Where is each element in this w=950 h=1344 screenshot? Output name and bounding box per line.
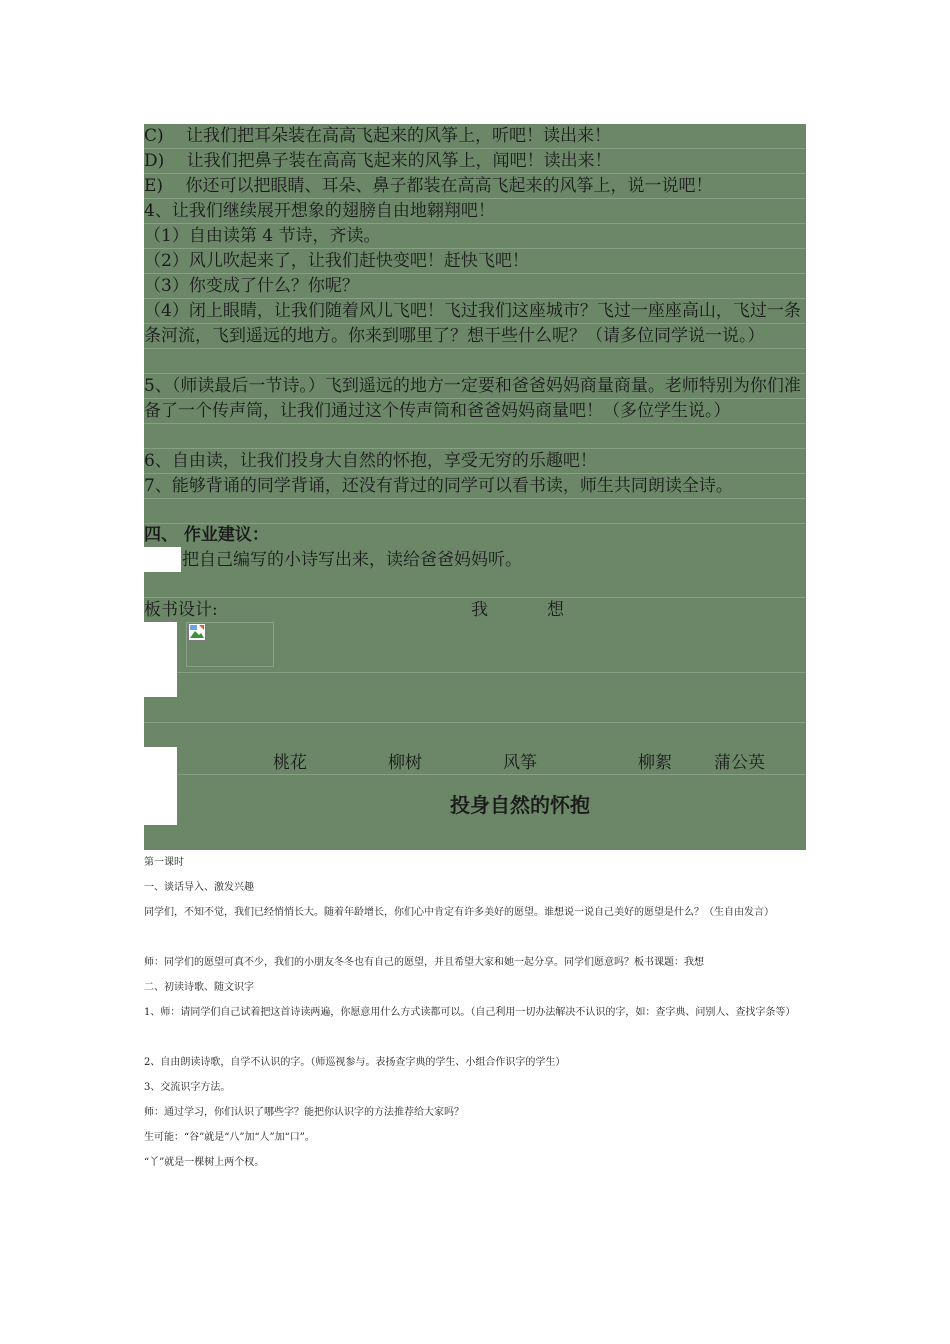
- homework-text: 把自己编写的小诗写出来，读给爸爸妈妈听。: [182, 550, 522, 570]
- broken-image-icon: [188, 623, 206, 641]
- board-label: 板书设计:: [144, 600, 218, 620]
- line-rule: [177, 774, 806, 775]
- board-title-char-1: 我: [471, 600, 488, 620]
- section-7-line: 7、能够背诵的同学背诵，还没有背过的同学可以看书读，师生共同朗读全诗。: [144, 476, 733, 496]
- section-4-item-1: （1）自由读第 4 节诗，齐读。: [144, 226, 381, 246]
- lesson-student-answer-1: 生可能：“谷”就是“八”加“人”加“口”。: [144, 1132, 315, 1143]
- lesson-step-3: 3、交流识字方法。: [144, 1082, 231, 1093]
- board-word-kite: 风筝: [503, 753, 537, 773]
- lesson-intro-heading: 一、谈话导入、激发兴趣: [144, 882, 254, 893]
- lesson-reading-heading: 二、初读诗歌、随文识字: [144, 982, 254, 993]
- lesson-step-2: 2、自由朗读诗歌，自学不认识的字。（师巡视参与。表扬查字典的学生、小组合作识字的学生）: [144, 1057, 566, 1068]
- line-rule: [144, 722, 806, 723]
- lesson-teacher-question: 师：通过学习，你们认识了哪些字？能把你认识字的方法推荐给大家吗？: [144, 1107, 464, 1118]
- board-word-willow: 柳树: [388, 753, 422, 773]
- line-rule: [177, 672, 806, 673]
- highlight-board-bottom: [144, 825, 806, 850]
- lesson-step-1: 1、师：请同学们自己试着把这首诗读两遍，你愿意用什么方式读都可以。（自己利用一切办法解决不认识的字，如：查字典、问别人、查找字条等）: [144, 1007, 796, 1018]
- section-4-item-3: （3）你变成了什么？你呢？: [144, 276, 359, 296]
- step-c-line: C) 让我们把耳朵装在高高飞起来的风筝上，听吧！读出来！: [144, 126, 612, 146]
- section-5-paragraph: 5、（师读最后一节诗。）飞到遥远的地方一定要和爸爸妈妈商量商量。老师特别为你们准备了一个传声筒，让我们通过这个传声筒和爸爸妈妈商量吧！（多位学生说。）: [144, 376, 801, 421]
- board-word-dandelion: 蒲公英: [714, 753, 765, 773]
- step-d-line: D) 让我们把鼻子装在高高飞起来的风筝上，闻吧！读出来！: [144, 151, 612, 171]
- board-theme: 投身自然的怀抱: [450, 793, 590, 817]
- homework-heading: 四、 作业建议：: [144, 525, 269, 545]
- lesson-teacher-paragraph: 师：同学们的愿望可真不少，我们的小朋友冬冬也有自己的愿望，并且希望大家和她一起分享。同学们愿意吗？板书课题：我想: [144, 957, 704, 968]
- section-4-item-2: （2）风儿吹起来了，让我们赶快变吧！赶快飞吧！: [144, 251, 529, 271]
- section-4-heading: 4、让我们继续展开想象的翅膀自由地翱翔吧！: [144, 201, 495, 221]
- board-word-peach-blossom: 桃花: [273, 753, 307, 773]
- lesson-intro-paragraph: 同学们，不知不觉，我们已经悄悄长大。随着年龄增长，你们心中肯定有许多美好的愿望。谁想说一说自己美好的愿望是什么？（生自由发言）: [144, 907, 774, 918]
- step-e-line: E) 你还可以把眼睛、耳朵、鼻子都装在高高飞起来的风筝上，说一说吧！: [144, 176, 713, 196]
- section-6-line: 6、自由读，让我们投身大自然的怀抱，享受无穷的乐趣吧！: [144, 451, 597, 471]
- section-4-item-4: （4）闭上眼睛，让我们随着风儿飞吧！飞过我们这座城市？飞过一座座高山，飞过一条条河流，飞到遥远的地方。你来到哪里了？想干些什么呢？（请多位同学说一说。）: [144, 301, 801, 346]
- board-title-char-2: 想: [547, 600, 564, 620]
- board-word-willow-catkin: 柳絮: [638, 753, 672, 773]
- lesson-title: 第一课时: [144, 857, 184, 868]
- lesson-student-answer-2: “丫”就是一棵树上两个杈。: [144, 1157, 265, 1168]
